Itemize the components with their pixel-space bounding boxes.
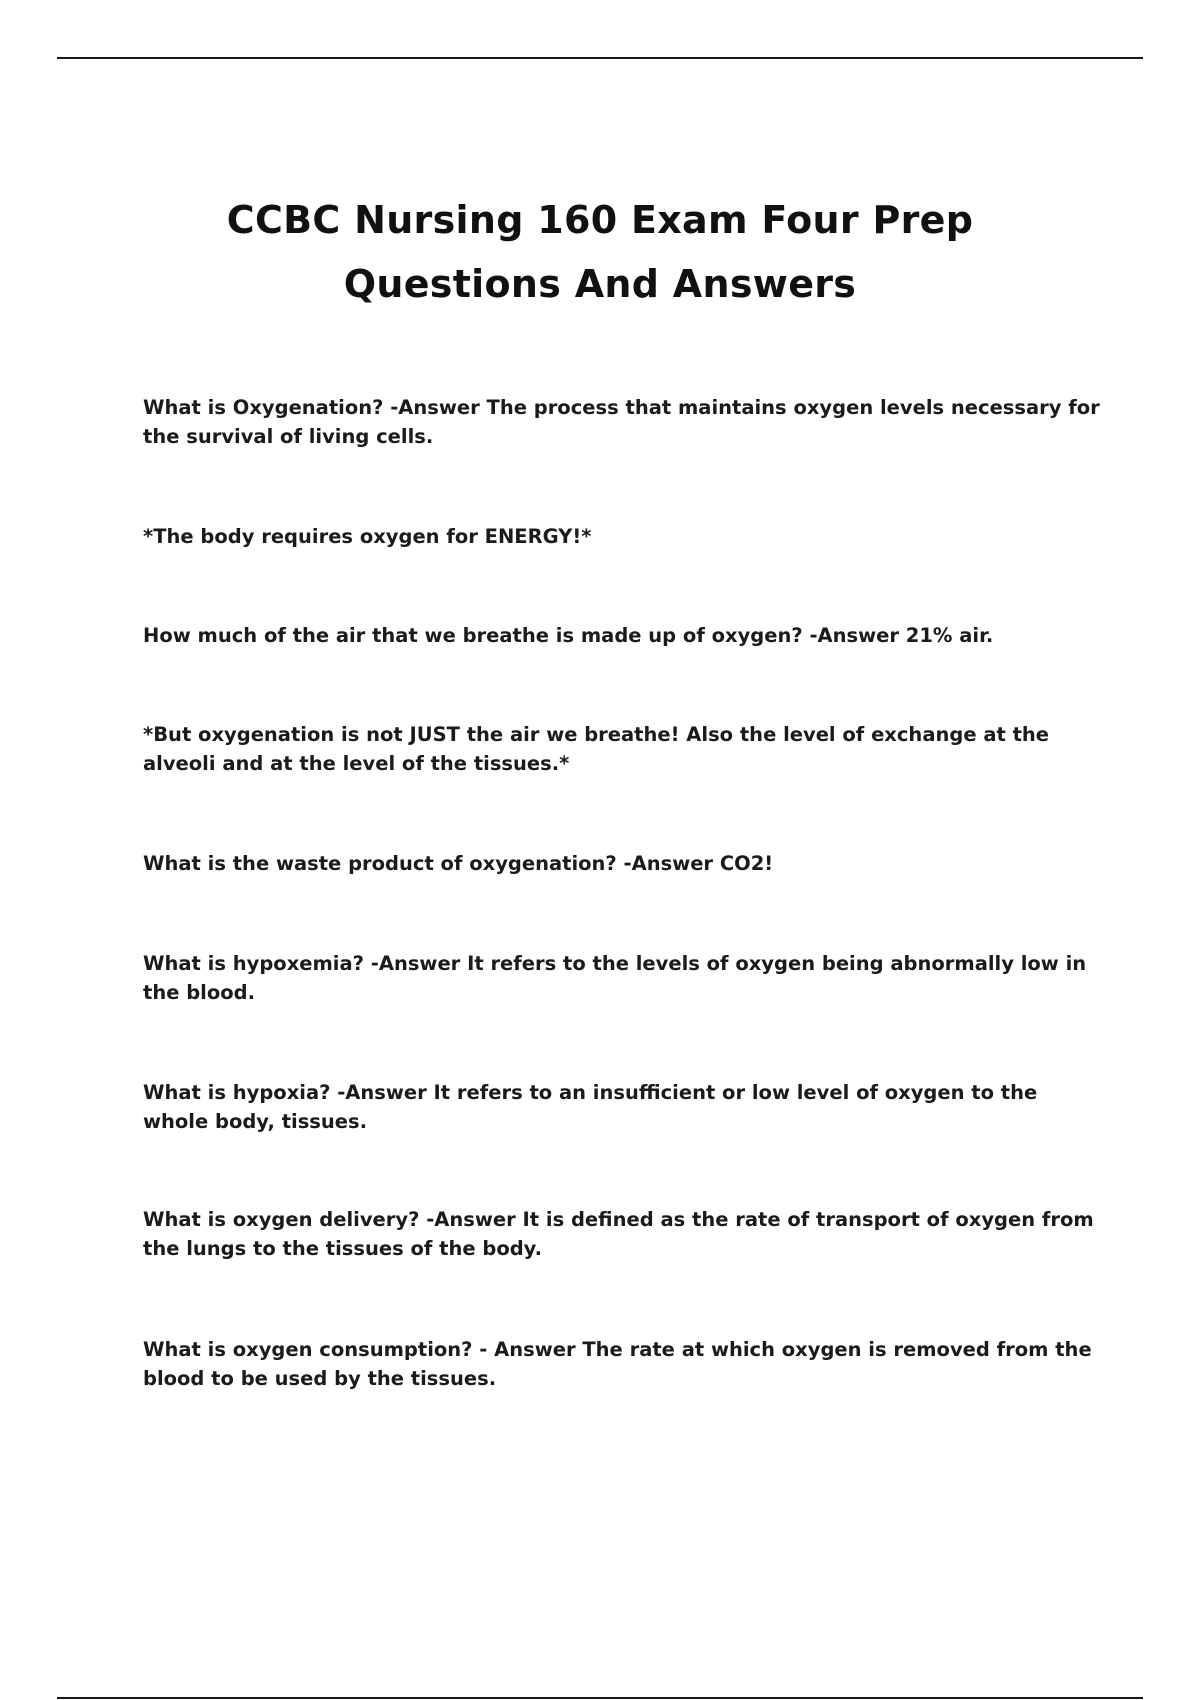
qa-entry-oxygen-consumption: What is oxygen consumption? - Answer The rate at which oxygen is removed from the blood to be used by the tissues. [143, 1338, 1092, 1390]
note-energy: *The body requires oxygen for ENERGY!* [143, 525, 592, 548]
note-oxygenation-exchange: *But oxygenation is not JUST the air we breathe! Also the level of exchange at the alveoli and at the level of the tissues.* [143, 723, 1050, 775]
header-rule [57, 57, 1143, 59]
document-title-line-1: CCBC Nursing 160 Exam Four Prep [226, 198, 974, 242]
qa-entry-hypoxemia: What is hypoxemia? -Answer It refers to the levels of oxygen being abnormally low in the blood. [143, 952, 1087, 1004]
qa-entry-hypoxia: What is hypoxia? -Answer It refers to an insufficient or low level of oxygen to the whole body, tissues. [143, 1081, 1038, 1133]
document-title-line-2: Questions And Answers [343, 262, 857, 306]
document-title [150, 188, 1050, 316]
qa-entry-oxygen-delivery: What is oxygen delivery? -Answer It is defined as the rate of transport of oxygen from the lungs to the tissues of the body. [143, 1208, 1094, 1260]
qa-entry-waste-product: What is the waste product of oxygenation? -Answer CO2! [143, 852, 774, 875]
qa-entry-air-oxygen: How much of the air that we breathe is made up of oxygen? -Answer 21% air. [143, 624, 994, 647]
footer-rule [57, 1697, 1143, 1699]
qa-entry-oxygenation: What is Oxygenation? -Answer The process that maintains oxygen levels necessary for the survival of living cells. [143, 396, 1100, 448]
